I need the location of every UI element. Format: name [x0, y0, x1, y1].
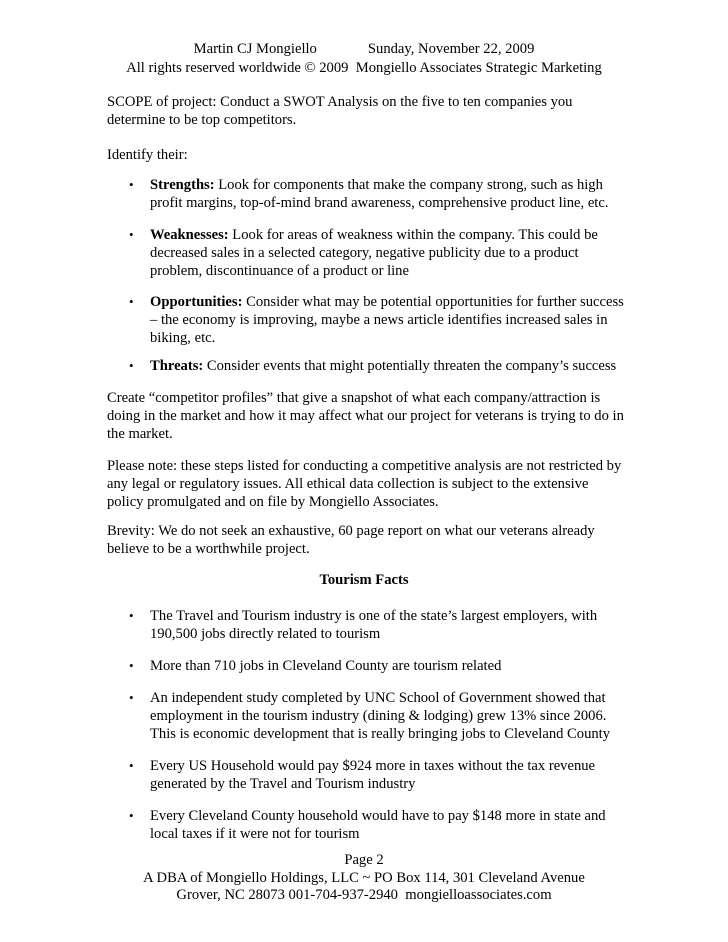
note-paragraph: Please note: these steps listed for conducting a competitive analysis are not restricted by any legal or regulatory issues. All ethical data collection is subject to the extensive policy promulgated and on file by Mongiello Associates. [107, 458, 622, 510]
tourism-facts-heading: Tourism Facts [319, 572, 409, 588]
fact-text: The Travel and Tourism industry is one of the state’s largest employers, with 190,500 jobs directly related to tourism [150, 608, 598, 642]
swot-text: Look for areas of weakness within the company. This could be decreased sales in a selected category, negative publicity due to a product problem, discontinuance of a product or line [150, 227, 598, 279]
swot-term: Opportunities: [150, 294, 243, 310]
header-copyright: All rights reserved worldwide © 2009 Mongiello Associates Strategic Marketing [126, 60, 602, 76]
footer-page-number: Page 2 [344, 852, 384, 868]
swot-term: Threats: [150, 358, 204, 374]
footer-company-address: A DBA of Mongiello Holdings, LLC ~ PO Box 114, 301 Cleveland Avenue [143, 870, 585, 886]
swot-term: Weaknesses: [150, 227, 229, 243]
swot-text: Look for components that make the company strong, such as high profit margins, top-of-mind brand awareness, comprehensive product line, etc. [150, 177, 609, 211]
footer-contact: Grover, NC 28073 001-704-937-2940 mongielloassociates.com [176, 887, 552, 903]
bullet-icon: • [129, 358, 134, 373]
bullet-icon: • [129, 658, 134, 673]
bullet-icon: • [129, 177, 134, 192]
fact-text: Every Cleveland County household would have to pay $148 more in state and local taxes if it were not for tourism [150, 808, 606, 842]
bullet-icon: • [129, 690, 134, 705]
brevity-paragraph: Brevity: We do not seek an exhaustive, 60 page report on what our veterans already believe to be a worthwhile project. [107, 523, 595, 557]
bullet-icon: • [129, 608, 134, 623]
scope-paragraph: SCOPE of project: Conduct a SWOT Analysis on the five to ten companies you determine to be top competitors. [107, 94, 573, 128]
header-author-date: Martin CJ Mongiello Sunday, November 22, 2009 [193, 41, 535, 57]
bullet-icon: • [129, 294, 134, 309]
fact-text: More than 710 jobs in Cleveland County are tourism related [150, 658, 502, 674]
fact-text: An independent study completed by UNC School of Government showed that employment in the tourism industry (dining & lodging) grew 13% since 2006. This is economic development that is really bringing jobs to Cleveland County [150, 690, 611, 742]
identify-label: Identify their: [107, 147, 188, 163]
bullet-icon: • [129, 808, 134, 823]
swot-term: Strengths: [150, 177, 215, 193]
bullet-icon: • [129, 758, 134, 773]
competitor-profiles-paragraph: Create “competitor profiles” that give a snapshot of what each company/attraction is doing in the market and how it may affect what our project for veterans is trying to do in the market. [107, 390, 624, 442]
swot-text: Consider events that might potentially threaten the company’s success [203, 358, 617, 374]
fact-text: Every US Household would pay $924 more in taxes without the tax revenue generated by the Travel and Tourism industry [150, 758, 596, 792]
swot-text: Consider what may be potential opportunities for further success – the economy is improving, maybe a news article identifies increased sales in biking, etc. [150, 294, 624, 346]
bullet-icon: • [129, 227, 134, 242]
